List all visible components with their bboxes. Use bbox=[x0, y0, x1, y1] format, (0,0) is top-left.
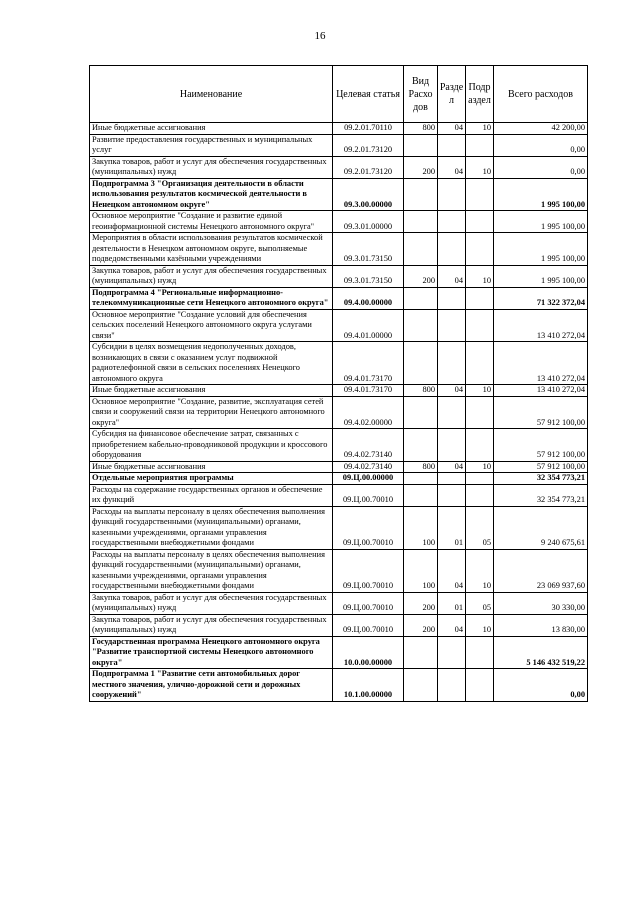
row-target: 09.4.00.00000 bbox=[333, 287, 404, 309]
header-total: Всего расходов bbox=[494, 66, 588, 123]
row-name: Субсидия на финансовое обеспечение затрат, связанных с приобретением кабельно-проводниковой продукции и кроссового оборудования bbox=[90, 429, 333, 462]
row-subsection bbox=[466, 484, 494, 506]
row-section bbox=[438, 396, 466, 429]
row-name: Закупка товаров, работ и услуг для обеспечения государственных (муниципальных) нужд bbox=[90, 156, 333, 178]
header-kind: Вид Расхо дов bbox=[404, 66, 438, 123]
row-total: 1 995 100,00 bbox=[494, 233, 588, 266]
row-name: Подпрограмма 4 "Региональные информационно-телекоммуникационные сети Ненецкого автономного округа" bbox=[90, 287, 333, 309]
row-target: 09.2.01.70110 bbox=[333, 123, 404, 135]
row-total: 71 322 372,04 bbox=[494, 287, 588, 309]
table-row bbox=[90, 506, 588, 549]
row-subsection bbox=[466, 342, 494, 385]
row-kind bbox=[404, 669, 438, 702]
row-subsection bbox=[466, 636, 494, 669]
row-total: 32 354 773,21 bbox=[494, 473, 588, 485]
row-target: 09.Ц.00.70010 bbox=[333, 506, 404, 549]
row-section bbox=[438, 484, 466, 506]
row-name: Основное мероприятие "Создание и развитие единой геоинформационной системы Ненецкого автономного округа" bbox=[90, 211, 333, 233]
row-subsection: 10 bbox=[466, 614, 494, 636]
row-target: 09.4.01.00000 bbox=[333, 309, 404, 342]
row-target: 09.2.01.73120 bbox=[333, 134, 404, 156]
row-kind bbox=[404, 342, 438, 385]
row-name: Развитие предоставления государственных и муниципальных услуг bbox=[90, 134, 333, 156]
row-name: Основное мероприятие "Создание условий для обеспечения сельских поселений Ненецкого автономного округа услугами связи" bbox=[90, 309, 333, 342]
header-subsection: Подр аздел bbox=[466, 66, 494, 123]
row-kind bbox=[404, 134, 438, 156]
row-total: 13 410 272,04 bbox=[494, 309, 588, 342]
row-target: 09.4.02.00000 bbox=[333, 396, 404, 429]
row-kind bbox=[404, 473, 438, 485]
row-kind: 800 bbox=[404, 461, 438, 473]
row-subsection bbox=[466, 309, 494, 342]
row-name: Иные бюджетные ассигнования bbox=[90, 385, 333, 397]
row-kind: 800 bbox=[404, 123, 438, 135]
row-total: 1 995 100,00 bbox=[494, 265, 588, 287]
row-total: 32 354 773,21 bbox=[494, 484, 588, 506]
row-name: Подпрограмма 1 "Развитие сети автомобильных дорог местного значения, улично-дорожной сети и дорожных сооружений" bbox=[90, 669, 333, 702]
row-kind bbox=[404, 309, 438, 342]
row-kind: 200 bbox=[404, 614, 438, 636]
table-row bbox=[90, 549, 588, 592]
row-kind: 100 bbox=[404, 549, 438, 592]
header-name: Наименование bbox=[90, 66, 333, 123]
table-row bbox=[90, 461, 588, 473]
row-kind bbox=[404, 287, 438, 309]
row-kind: 200 bbox=[404, 592, 438, 614]
row-target: 09.3.01.73150 bbox=[333, 265, 404, 287]
row-section bbox=[438, 429, 466, 462]
row-subsection bbox=[466, 473, 494, 485]
table-row bbox=[90, 429, 588, 462]
table-row bbox=[90, 614, 588, 636]
row-kind bbox=[404, 484, 438, 506]
row-target: 09.3.00.00000 bbox=[333, 178, 404, 211]
row-name: Субсидии в целях возмещения недополученных доходов, возникающих в связи с оказанием услуг подвижной радиотелефонной связи в сельских поселениях Ненецкого автономного округа bbox=[90, 342, 333, 385]
row-subsection: 10 bbox=[466, 156, 494, 178]
table-row bbox=[90, 669, 588, 702]
table-row bbox=[90, 396, 588, 429]
table-row bbox=[90, 385, 588, 397]
row-total: 1 995 100,00 bbox=[494, 211, 588, 233]
table-row bbox=[90, 342, 588, 385]
row-section bbox=[438, 287, 466, 309]
row-section bbox=[438, 636, 466, 669]
row-name: Мероприятия в области использования результатов космической деятельности в Ненецком автономном округе, выполняемые подведомственными казёнными учреждениями bbox=[90, 233, 333, 266]
row-name: Закупка товаров, работ и услуг для обеспечения государственных (муниципальных) нужд bbox=[90, 265, 333, 287]
row-section bbox=[438, 669, 466, 702]
table-row bbox=[90, 636, 588, 669]
table-row bbox=[90, 592, 588, 614]
row-subsection bbox=[466, 134, 494, 156]
row-subsection bbox=[466, 396, 494, 429]
row-total: 5 146 432 519,22 bbox=[494, 636, 588, 669]
table-row bbox=[90, 473, 588, 485]
table-row bbox=[90, 211, 588, 233]
row-total: 0,00 bbox=[494, 134, 588, 156]
row-kind bbox=[404, 178, 438, 211]
row-name: Расходы на выплаты персоналу в целях обеспечения выполнения функций государственными (муниципальными) органами, казенными учреждениями, органами управления государственными внебюджетными фондами bbox=[90, 506, 333, 549]
row-target: 09.Ц.00.70010 bbox=[333, 592, 404, 614]
row-target: 09.2.01.73120 bbox=[333, 156, 404, 178]
row-section bbox=[438, 473, 466, 485]
row-section bbox=[438, 309, 466, 342]
row-total: 1 995 100,00 bbox=[494, 178, 588, 211]
row-total: 57 912 100,00 bbox=[494, 461, 588, 473]
table-row bbox=[90, 265, 588, 287]
row-section bbox=[438, 178, 466, 211]
row-section bbox=[438, 211, 466, 233]
row-target: 09.3.01.00000 bbox=[333, 211, 404, 233]
row-kind: 200 bbox=[404, 156, 438, 178]
row-target: 09.4.01.73170 bbox=[333, 342, 404, 385]
row-name: Иные бюджетные ассигнования bbox=[90, 461, 333, 473]
budget-table bbox=[89, 65, 588, 702]
row-target: 09.Ц.00.70010 bbox=[333, 549, 404, 592]
header-target: Целевая статья bbox=[333, 66, 404, 123]
row-total: 30 330,00 bbox=[494, 592, 588, 614]
row-section bbox=[438, 233, 466, 266]
row-section: 04 bbox=[438, 265, 466, 287]
row-section: 01 bbox=[438, 506, 466, 549]
row-kind: 800 bbox=[404, 385, 438, 397]
row-section: 04 bbox=[438, 549, 466, 592]
row-total: 13 410 272,04 bbox=[494, 342, 588, 385]
table-row bbox=[90, 287, 588, 309]
row-total: 23 069 937,60 bbox=[494, 549, 588, 592]
row-target: 09.3.01.73150 bbox=[333, 233, 404, 266]
row-total: 42 200,00 bbox=[494, 123, 588, 135]
row-subsection bbox=[466, 429, 494, 462]
row-section: 04 bbox=[438, 614, 466, 636]
row-subsection: 10 bbox=[466, 265, 494, 287]
row-name: Отдельные мероприятия программы bbox=[90, 473, 333, 485]
row-target: 09.4.02.73140 bbox=[333, 429, 404, 462]
row-name: Государственная программа Ненецкого автономного округа "Развитие транспортной системы Ненецкого автономного округа" bbox=[90, 636, 333, 669]
row-target: 09.4.01.73170 bbox=[333, 385, 404, 397]
row-subsection: 05 bbox=[466, 592, 494, 614]
row-kind bbox=[404, 233, 438, 266]
table-row bbox=[90, 156, 588, 178]
row-subsection: 10 bbox=[466, 385, 494, 397]
row-name: Закупка товаров, работ и услуг для обеспечения государственных (муниципальных) нужд bbox=[90, 592, 333, 614]
row-target: 09.Ц.00.00000 bbox=[333, 473, 404, 485]
page-number: 16 bbox=[314, 30, 326, 42]
row-kind bbox=[404, 429, 438, 462]
row-total: 13 410 272,04 bbox=[494, 385, 588, 397]
row-subsection bbox=[466, 178, 494, 211]
header-section: Разде л bbox=[438, 66, 466, 123]
row-section bbox=[438, 134, 466, 156]
row-kind bbox=[404, 211, 438, 233]
row-subsection bbox=[466, 233, 494, 266]
row-kind: 100 bbox=[404, 506, 438, 549]
row-name: Основное мероприятие "Создание, развитие, эксплуатация сетей связи и сооружений связи на территории Ненецкого автономного округа" bbox=[90, 396, 333, 429]
row-target: 09.Ц.00.70010 bbox=[333, 614, 404, 636]
row-total: 13 830,00 bbox=[494, 614, 588, 636]
row-total: 0,00 bbox=[494, 156, 588, 178]
row-subsection bbox=[466, 669, 494, 702]
row-target: 10.1.00.00000 bbox=[333, 669, 404, 702]
row-section bbox=[438, 342, 466, 385]
row-name: Расходы на содержание государственных органов и обеспечение их функций bbox=[90, 484, 333, 506]
row-section: 04 bbox=[438, 156, 466, 178]
row-subsection: 10 bbox=[466, 123, 494, 135]
row-section: 04 bbox=[438, 385, 466, 397]
row-section: 04 bbox=[438, 123, 466, 135]
row-kind bbox=[404, 396, 438, 429]
table-row bbox=[90, 484, 588, 506]
table-row bbox=[90, 178, 588, 211]
row-total: 57 912 100,00 bbox=[494, 429, 588, 462]
row-name: Иные бюджетные ассигнования bbox=[90, 123, 333, 135]
row-target: 09.Ц.00.70010 bbox=[333, 484, 404, 506]
row-target: 10.0.00.00000 bbox=[333, 636, 404, 669]
table-row bbox=[90, 134, 588, 156]
row-target: 09.4.02.73140 bbox=[333, 461, 404, 473]
row-kind bbox=[404, 636, 438, 669]
row-section: 04 bbox=[438, 461, 466, 473]
row-total: 9 240 675,61 bbox=[494, 506, 588, 549]
row-name: Расходы на выплаты персоналу в целях обеспечения выполнения функций государственными (муниципальными) органами, казенными учреждениями, органами управления государственными внебюджетными фондами bbox=[90, 549, 333, 592]
table-header bbox=[90, 66, 588, 123]
table-row bbox=[90, 123, 588, 135]
row-subsection: 10 bbox=[466, 461, 494, 473]
row-kind: 200 bbox=[404, 265, 438, 287]
table-row bbox=[90, 233, 588, 266]
row-section: 01 bbox=[438, 592, 466, 614]
table-row bbox=[90, 309, 588, 342]
row-subsection: 05 bbox=[466, 506, 494, 549]
row-subsection bbox=[466, 211, 494, 233]
row-total: 57 912 100,00 bbox=[494, 396, 588, 429]
row-name: Закупка товаров, работ и услуг для обеспечения государственных (муниципальных) нужд bbox=[90, 614, 333, 636]
row-total: 0,00 bbox=[494, 669, 588, 702]
row-subsection: 10 bbox=[466, 549, 494, 592]
row-name: Подпрограмма 3 "Организация деятельности в области использования результатов космической деятельности в Ненецком автономном округе" bbox=[90, 178, 333, 211]
row-subsection bbox=[466, 287, 494, 309]
